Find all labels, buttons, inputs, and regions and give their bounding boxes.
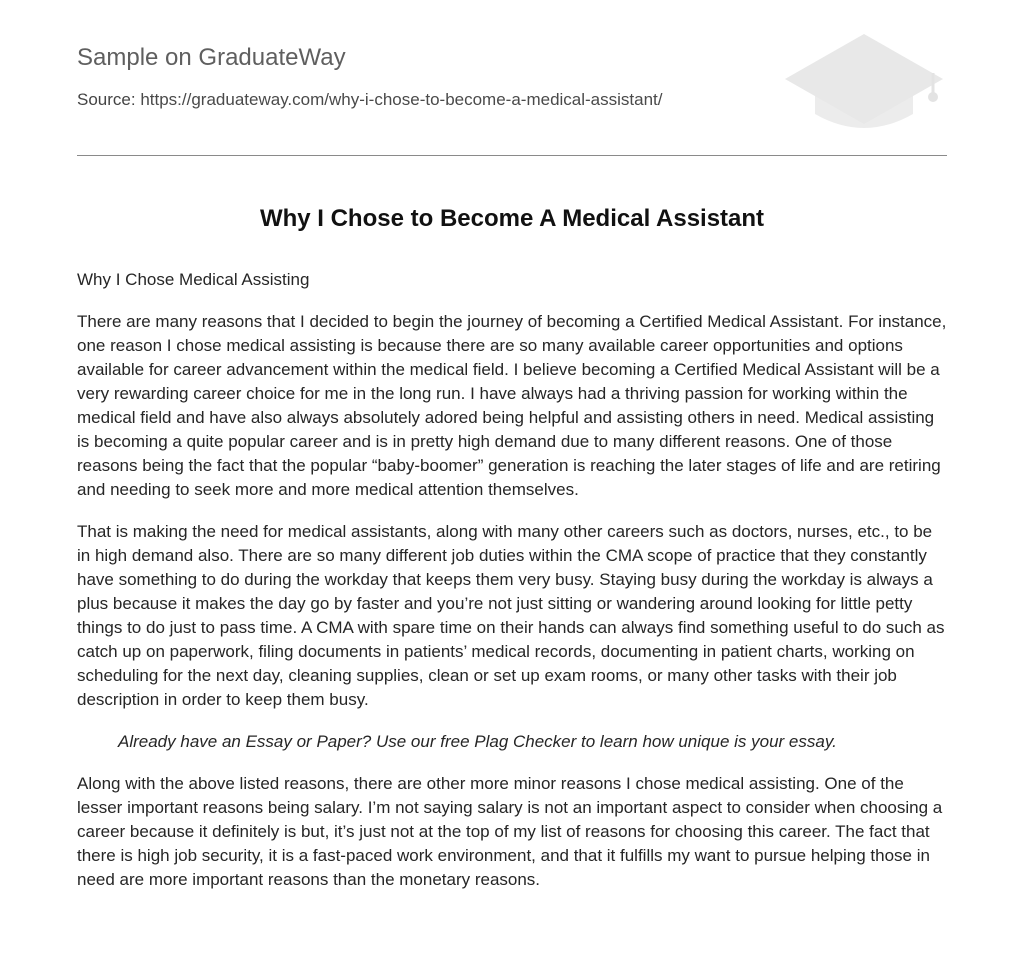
article-title: Why I Chose to Become A Medical Assistant [259, 205, 765, 232]
page-header [77, 0, 947, 156]
header-divider [77, 155, 947, 156]
source-label: Source: [77, 90, 136, 109]
plag-checker-promo[interactable]: Already have an Essay or Paper? Use our free Plag Checker to learn how unique is your essay. [118, 732, 837, 751]
article-subtitle: Why I Chose Medical Assisting [77, 270, 310, 289]
paragraph-1: There are many reasons that I decided to begin the journey of becoming a Certified Medical Assistant. For instance, one reason I chose medical assisting is because there are so many available career opportunities and options available for career advancement within the medical field. I believe becoming a Certified Medical Assistant will be a very rewarding career choice for me in the long run. I have always had a thriving passion for working within the medical field and have also always absolutely adored being helpful and assisting others in need. Medical assisting is becoming a quite popular career and is in pretty high demand due to many different reasons. One of those reasons being the fact that the popular “baby-boomer” generation is reaching the later stages of life and are retiring and needing to seek more and more medical attention themselves. [77, 312, 947, 499]
paragraph-3: Along with the above listed reasons, there are other more minor reasons I chose medical assisting. One of the lesser important reasons being salary. I’m not saying salary is not an important aspect to consider when choosing a career because it definitely is but, it’s just not at the top of my list of reasons for choosing this career. The fact that there is high job security, it is a fast-paced work environment, and that it fulfills my want to pursue helping those in need are more important reasons than the monetary reasons. [77, 774, 943, 889]
source-link[interactable]: https://graduateway.com/why-i-chose-to-become-a-medical-assistant/ [140, 90, 663, 109]
article-body [77, 268, 947, 910]
source-line [77, 90, 663, 110]
paragraph-2: That is making the need for medical assistants, along with many other careers such as doctors, nurses, etc., to be in high demand also. There are so many different job duties within the CMA scope of practice that they constantly have something to do during the workday that keeps them very busy. Staying busy during the workday is always a plus because it makes the day go by faster and you’re not just sitting or wandering around looking for little petty things to do just to pass time. A CMA with spare time on their hands can always find something useful to do such as catch up on paperwork, filing documents in patients’ medical records, documenting in patient charts, working on scheduling for the next day, cleaning supplies, clean or set up exam rooms, or many other tasks with their job description in order to keep them busy. [77, 522, 945, 709]
graduation-cap-icon [781, 30, 947, 134]
brand-title: Sample on GraduateWay [77, 44, 346, 71]
